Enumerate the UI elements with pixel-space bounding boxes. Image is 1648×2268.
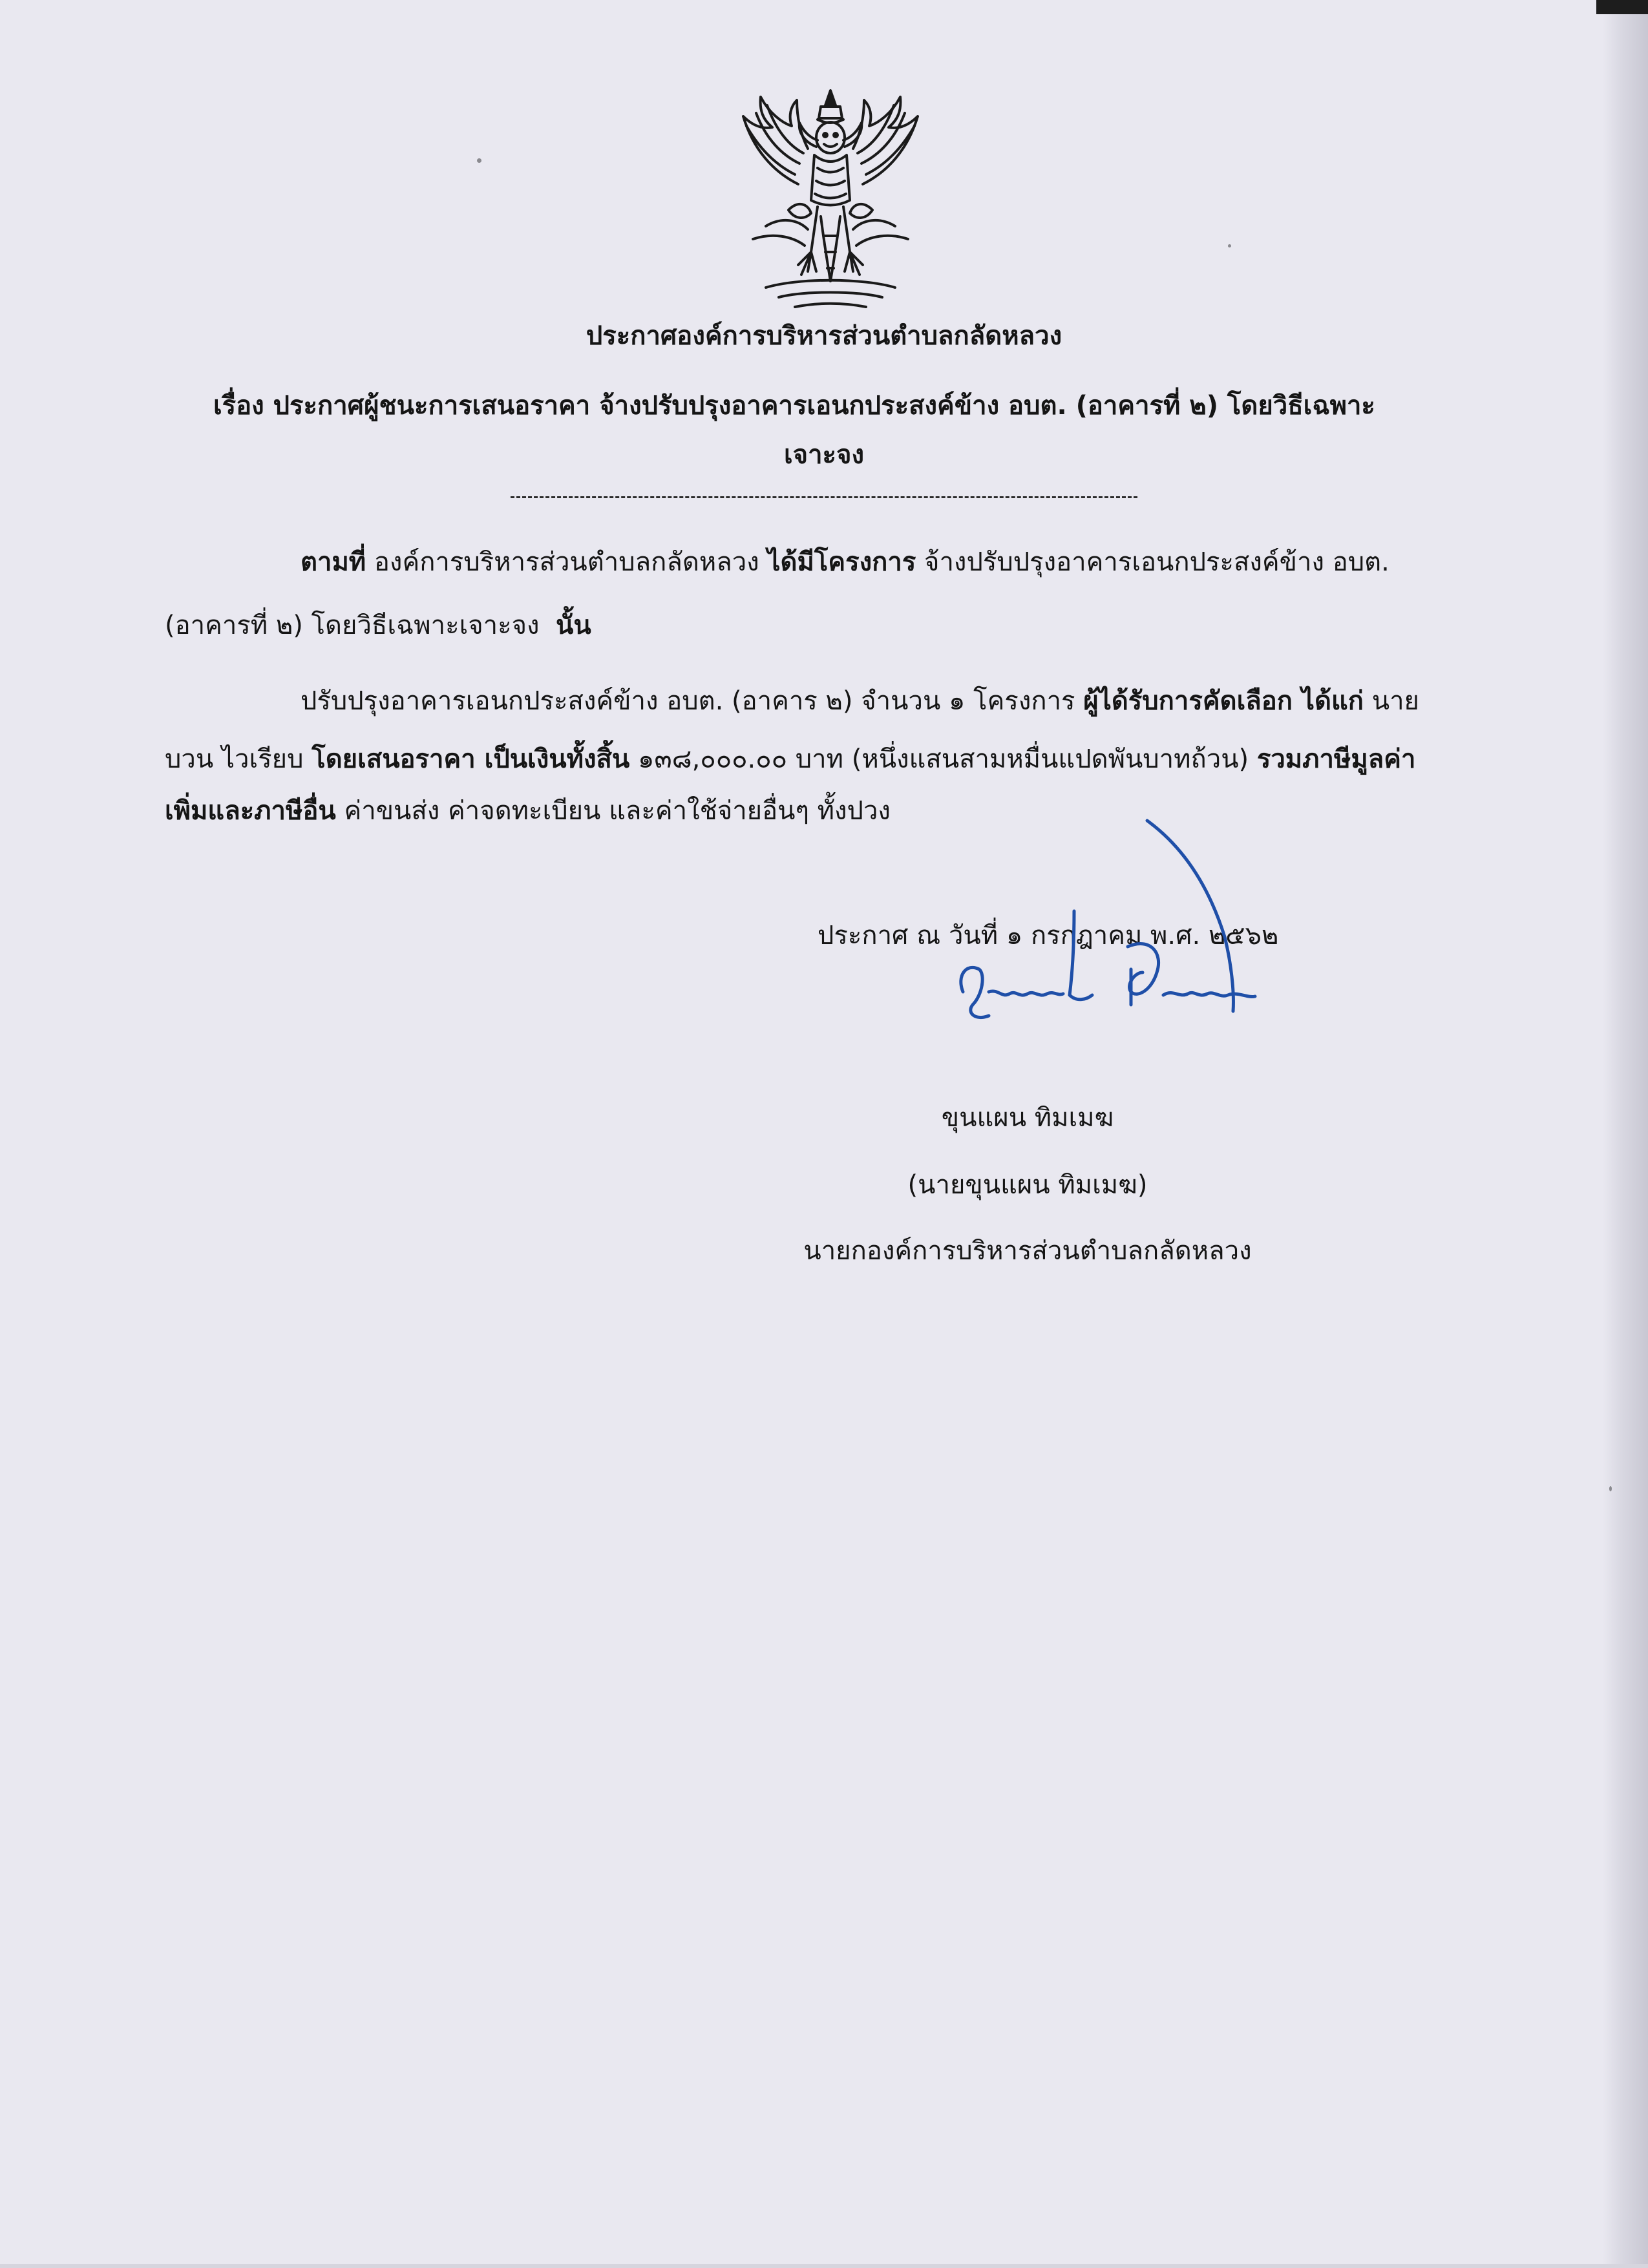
paragraph-1-method: (อาคารที่ ๒) โดยวิธีเฉพาะเจาะจง [165, 611, 540, 640]
signer-full-name: (นายขุนแผน ทิมเมฆ) [907, 1170, 1148, 1200]
paragraph-2-amount: ๑๓๘,๐๐๐.๐๐ บาท (หนึ่งแสนสามหมื่นแปดพันบาทถ้วน) [637, 744, 1249, 774]
paragraph-2-line-1 [301, 682, 1419, 720]
signer-name: ขุนแผน ทิมเมฆ [941, 1103, 1114, 1133]
paragraph-1-line-2 [165, 606, 591, 645]
scan-edge-top [1596, 0, 1648, 14]
signer-position: นายกองค์การบริหารส่วนตำบลกลัดหลวง [803, 1236, 1252, 1266]
paragraph-2-title-prefix: นาย [1371, 686, 1419, 716]
paragraph-2-selected-label: ผู้ได้รับการคัดเลือก ได้แก่ [1083, 686, 1364, 716]
paragraph-2-tax-label: เพิ่มและภาษีอื่น [165, 796, 336, 826]
separator-line [511, 496, 1137, 498]
paragraph-2-vat-label: รวมภาษีมูลค่า [1256, 744, 1416, 774]
subject-line-1: เรื่อง ประกาศผู้ชนะการเสนอราคา จ้างปรับปรุงอาคารเอนกประสงค์ข้าง อบต. (อาคารที่ ๒) โดยวิธีเฉพาะ [213, 391, 1375, 421]
garuda-emblem-icon [727, 87, 934, 313]
scan-edge-bottom [0, 2264, 1648, 2268]
announcement-date: ประกาศ ณ วันที่ ๑ กรกฎาคม พ.ศ. ๒๕๖๒ [818, 921, 1279, 950]
subject-line-2: เจาะจง [783, 440, 865, 470]
scan-speck [1609, 1486, 1612, 1491]
paragraph-2-project: ปรับปรุงอาคารเอนกประสงค์ข้าง อบต. (อาคาร ๒) จำนวน ๑ โครงการ [301, 686, 1075, 716]
handwritten-signature [937, 808, 1325, 1079]
paragraph-2-price-label: โดยเสนอราคา เป็นเงินทั้งสิ้น [312, 744, 630, 774]
scan-speck [1228, 244, 1231, 247]
paragraph-1-line-1 [301, 543, 1389, 582]
paragraph-1-project-label: ได้มีโครงการ [767, 547, 916, 577]
scan-speck [477, 158, 481, 163]
paragraph-2-line-3 [165, 792, 891, 830]
paragraph-2-costs: ค่าขนส่ง ค่าจดทะเบียน และค่าใช้จ่ายอื่นๆ ทั้งปวง [344, 796, 891, 826]
paragraph-2-winner: บวน ไวเรียบ [165, 744, 304, 774]
paragraph-2-line-2 [165, 740, 1415, 779]
paragraph-1-lead: ตามที่ [301, 547, 366, 577]
paragraph-1-project: จ้างปรับปรุงอาคารเอนกประสงค์ข้าง อบต. [924, 547, 1389, 577]
announcement-title: ประกาศองค์การบริหารส่วนตำบลกลัดหลวง [586, 321, 1062, 351]
paragraph-1-end: นั้น [556, 611, 591, 640]
paragraph-1-org: องค์การบริหารส่วนตำบลกลัดหลวง [374, 547, 759, 577]
